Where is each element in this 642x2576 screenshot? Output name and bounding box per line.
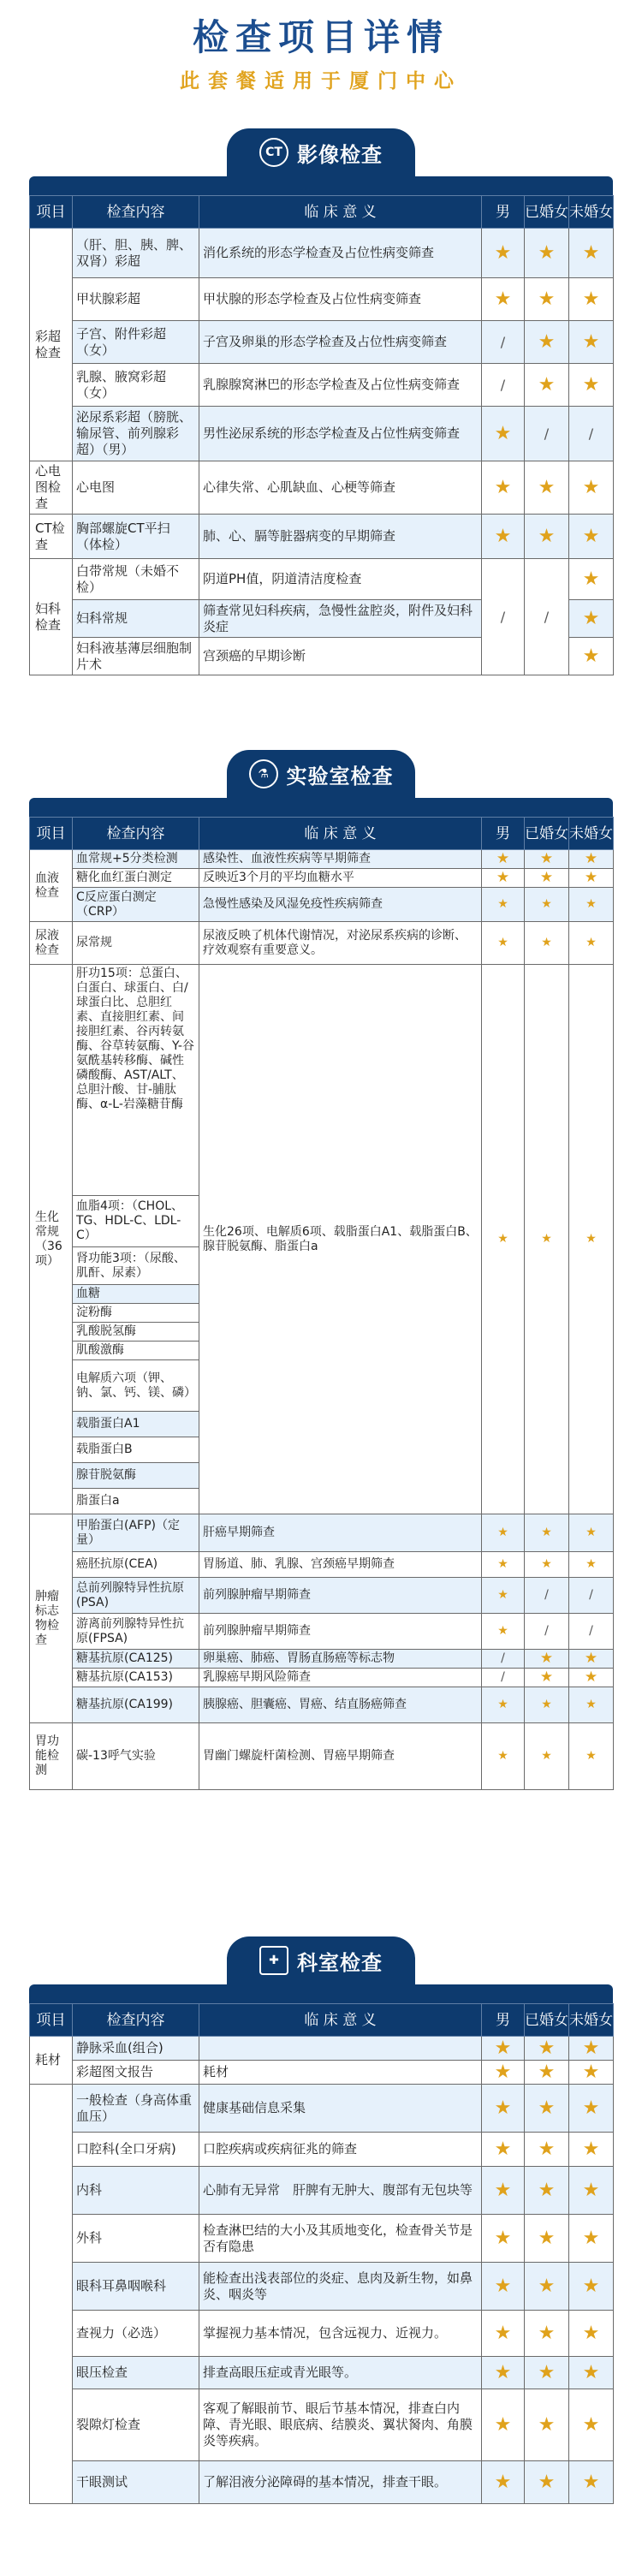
star-icon: ★ bbox=[569, 888, 614, 922]
col-meaning: 临 床 意 义 bbox=[199, 818, 482, 850]
desc-cell: 感染性、血液性疾病等早期筛查 bbox=[199, 850, 482, 869]
slash-icon: / bbox=[525, 1614, 569, 1650]
table-row bbox=[30, 2263, 614, 2311]
desc-cell: 胃幽门螺旋杆菌检测、胃癌早期筛查 bbox=[199, 1723, 482, 1790]
item-cell: 癌胚抗原(CEA) bbox=[73, 1552, 199, 1578]
item-cell: 妇科液基薄层细胞制片术 bbox=[73, 638, 199, 675]
star-icon: ★ bbox=[525, 2311, 569, 2357]
section-lab bbox=[29, 750, 613, 1790]
star-icon: ★ bbox=[482, 2263, 525, 2311]
col-married: 已婚女 bbox=[525, 818, 569, 850]
star-icon: ★ bbox=[482, 1687, 525, 1723]
desc-cell: 客观了解眼前节、眼后节基本情况，排查白内障、青光眼、眼底病、结膜炎、翼状胬肉、角膜炎等疾病。 bbox=[199, 2389, 482, 2461]
star-icon: ★ bbox=[482, 2133, 525, 2167]
category-cell: 妇科检查 bbox=[30, 559, 73, 675]
section-bar bbox=[29, 798, 613, 817]
star-icon: ★ bbox=[569, 1552, 614, 1578]
star-icon: ★ bbox=[569, 364, 614, 407]
desc-cell: 筛查常见妇科疾病，急慢性盆腔炎，附件及妇科炎症 bbox=[199, 600, 482, 638]
category-cell: 血液检查 bbox=[30, 850, 73, 922]
star-icon: ★ bbox=[569, 515, 614, 559]
star-icon: ★ bbox=[525, 2133, 569, 2167]
item-cell: 心电图 bbox=[73, 461, 199, 515]
desc-cell: 了解泪液分泌障碍的基本情况，排查干眼。 bbox=[199, 2461, 482, 2504]
desc-cell: 乳腺腺窝淋巴的形态学检查及占位性病变筛查 bbox=[199, 364, 482, 407]
medical-kit-icon: ✚ bbox=[259, 1946, 288, 1975]
table-row bbox=[30, 2215, 614, 2263]
table-row bbox=[30, 321, 614, 364]
star-icon: ★ bbox=[525, 2061, 569, 2085]
item-cell: 干眼测试 bbox=[73, 2461, 199, 2504]
item-cell: 静脉采血(组合) bbox=[73, 2037, 199, 2061]
item-cell: 血常规+5分类检测 bbox=[73, 850, 199, 869]
table-row bbox=[30, 2311, 614, 2357]
star-icon: ★ bbox=[525, 2085, 569, 2133]
item-cell: 内科 bbox=[73, 2167, 199, 2215]
page-title: 检查项目详情 bbox=[192, 16, 449, 58]
star-icon: ★ bbox=[482, 515, 525, 559]
category-cell: 尿液检查 bbox=[30, 922, 73, 965]
category-cell: 耗材 bbox=[30, 2037, 73, 2085]
star-icon: ★ bbox=[569, 461, 614, 515]
desc-cell: 子宫及卵巢的形态学检查及占位性病变筛查 bbox=[199, 321, 482, 364]
star-icon: ★ bbox=[569, 278, 614, 321]
star-icon: ★ bbox=[569, 2461, 614, 2504]
page-header bbox=[0, 0, 642, 96]
table-row bbox=[30, 1578, 614, 1614]
item-cell: 眼压检查 bbox=[73, 2357, 199, 2389]
category-cell: 生化常规（36项） bbox=[30, 965, 73, 1514]
star-icon: ★ bbox=[525, 2037, 569, 2061]
item-cell: 糖基抗原(CA199) bbox=[73, 1687, 199, 1723]
category-cell: 彩超检查 bbox=[30, 229, 73, 461]
table-row bbox=[30, 869, 614, 888]
item-cell: 糖基抗原(CA153) bbox=[73, 1669, 199, 1687]
col-content: 检查内容 bbox=[73, 818, 199, 850]
category-cell: 肿瘤标志物检查 bbox=[30, 1514, 73, 1723]
star-icon: ★ bbox=[569, 2167, 614, 2215]
slash-icon: / bbox=[569, 407, 614, 461]
slash-icon: / bbox=[482, 364, 525, 407]
item-cell: 妇科常规 bbox=[73, 600, 199, 638]
star-icon: ★ bbox=[482, 2061, 525, 2085]
desc-cell: 能检查出浅表部位的炎症、息肉及新生物，如鼻炎、咽炎等 bbox=[199, 2263, 482, 2311]
col-project: 项目 bbox=[30, 818, 73, 850]
slash-icon: / bbox=[569, 1578, 614, 1614]
desc-cell: 掌握视力基本情况，包含远视力、近视力。 bbox=[199, 2311, 482, 2357]
desc-cell: 检查淋巴结的大小及其质地变化，检查骨关节是否有隐患 bbox=[199, 2215, 482, 2263]
item-cell: （肝、胆、胰、脾、双肾）彩超 bbox=[73, 229, 199, 278]
star-icon: ★ bbox=[525, 2461, 569, 2504]
star-icon: ★ bbox=[525, 965, 569, 1514]
item-cell: 脂蛋白a bbox=[73, 1489, 199, 1514]
col-male: 男 bbox=[482, 818, 525, 850]
category-cell: CT检查 bbox=[30, 515, 73, 559]
table-row bbox=[30, 922, 614, 965]
desc-cell: 胰腺癌、胆囊癌、胃癌、结直肠癌筛查 bbox=[199, 1687, 482, 1723]
desc-cell: 前列腺肿瘤早期筛查 bbox=[199, 1614, 482, 1650]
star-icon: ★ bbox=[482, 2215, 525, 2263]
desc-cell: 阴道PH值，阴道清洁度检查 bbox=[199, 559, 482, 600]
star-icon: ★ bbox=[569, 2357, 614, 2389]
slash-icon: / bbox=[482, 321, 525, 364]
desc-cell: 排查高眼压症或青光眼等。 bbox=[199, 2357, 482, 2389]
star-icon: ★ bbox=[525, 461, 569, 515]
col-unmarried: 未婚女 bbox=[569, 196, 614, 229]
section-title: 科室检查 bbox=[297, 1950, 383, 1975]
star-icon: ★ bbox=[525, 869, 569, 888]
star-icon: ★ bbox=[569, 922, 614, 965]
slash-icon: / bbox=[525, 1578, 569, 1614]
star-icon: ★ bbox=[482, 2085, 525, 2133]
col-project: 项目 bbox=[30, 2004, 73, 2037]
desc-cell: 男性泌尿系统的形态学检查及占位性病变筛查 bbox=[199, 407, 482, 461]
star-icon: ★ bbox=[525, 1514, 569, 1552]
item-cell: 淀粉酶 bbox=[73, 1304, 199, 1323]
table-row bbox=[30, 2167, 614, 2215]
section-bar bbox=[29, 176, 613, 195]
star-icon: ★ bbox=[525, 2215, 569, 2263]
item-cell: 血脂4项：（CHOL、TG、HDL-C、LDL-C） bbox=[73, 1196, 199, 1247]
star-icon: ★ bbox=[569, 559, 614, 600]
table-row bbox=[30, 515, 614, 559]
table-row bbox=[30, 559, 614, 600]
col-married: 已婚女 bbox=[525, 2004, 569, 2037]
item-cell: 胸部螺旋CT平扫（体检） bbox=[73, 515, 199, 559]
star-icon: ★ bbox=[525, 2389, 569, 2461]
col-male: 男 bbox=[482, 2004, 525, 2037]
star-icon: ★ bbox=[569, 1687, 614, 1723]
star-icon: ★ bbox=[569, 229, 614, 278]
item-cell: 泌尿系彩超（膀胱、输尿管、前列腺彩超）（男） bbox=[73, 407, 199, 461]
desc-cell: 心律失常、心肌缺血、心梗等筛查 bbox=[199, 461, 482, 515]
col-unmarried: 未婚女 bbox=[569, 818, 614, 850]
col-unmarried: 未婚女 bbox=[569, 2004, 614, 2037]
item-cell: 碳-13呼气实验 bbox=[73, 1723, 199, 1790]
item-cell: 肌酸激酶 bbox=[73, 1342, 199, 1360]
star-icon: ★ bbox=[569, 321, 614, 364]
microscope-icon: ⚗ bbox=[249, 759, 278, 788]
item-cell: 一般检查（身高体重血压） bbox=[73, 2085, 199, 2133]
desc-cell: 口腔疾病或疾病征兆的筛查 bbox=[199, 2133, 482, 2167]
table-row bbox=[30, 461, 614, 515]
table-row bbox=[30, 1723, 614, 1790]
lab-table bbox=[29, 817, 614, 1790]
section-imaging bbox=[29, 128, 613, 675]
desc-cell: 甲状腺的形态学检查及占位性病变筛查 bbox=[199, 278, 482, 321]
table-row bbox=[30, 364, 614, 407]
item-cell: 裂隙灯检查 bbox=[73, 2389, 199, 2461]
table-row bbox=[30, 888, 614, 922]
star-icon: ★ bbox=[482, 2311, 525, 2357]
item-cell: 血糖 bbox=[73, 1285, 199, 1304]
star-icon: ★ bbox=[569, 2389, 614, 2461]
col-married: 已婚女 bbox=[525, 196, 569, 229]
star-icon: ★ bbox=[482, 965, 525, 1514]
item-cell: 腺苷脱氨酶 bbox=[73, 1463, 199, 1489]
section-bar bbox=[29, 1984, 613, 2003]
star-icon: ★ bbox=[525, 850, 569, 869]
table-row bbox=[30, 2085, 614, 2133]
item-cell: 查视力（必选） bbox=[73, 2311, 199, 2357]
item-cell: 外科 bbox=[73, 2215, 199, 2263]
desc-cell: 乳腺癌早期风险筛查 bbox=[199, 1669, 482, 1687]
table-row bbox=[30, 407, 614, 461]
desc-cell bbox=[199, 2037, 482, 2061]
slash-icon: / bbox=[569, 1614, 614, 1650]
item-cell: 乳酸脱氢酶 bbox=[73, 1323, 199, 1342]
star-icon: ★ bbox=[525, 2167, 569, 2215]
table-row bbox=[30, 229, 614, 278]
col-content: 检查内容 bbox=[73, 196, 199, 229]
table-row bbox=[30, 2061, 614, 2085]
slash-icon: / bbox=[525, 559, 569, 675]
star-icon: ★ bbox=[482, 1614, 525, 1650]
table-row bbox=[30, 1669, 614, 1687]
star-icon: ★ bbox=[569, 2311, 614, 2357]
ct-icon: CT bbox=[259, 138, 288, 167]
item-cell: 载脂蛋白B bbox=[73, 1437, 199, 1463]
desc-cell: 急慢性感染及风湿免疫性疾病筛查 bbox=[199, 888, 482, 922]
section-tab bbox=[227, 750, 415, 798]
star-icon: ★ bbox=[569, 1723, 614, 1790]
item-cell: 口腔科(全口牙病) bbox=[73, 2133, 199, 2167]
star-icon: ★ bbox=[569, 600, 614, 638]
star-icon: ★ bbox=[525, 1650, 569, 1669]
star-icon: ★ bbox=[525, 321, 569, 364]
desc-cell: 宫颈癌的早期诊断 bbox=[199, 638, 482, 675]
page-subtitle: 此套餐适用于厦门中心 bbox=[180, 70, 462, 92]
star-icon: ★ bbox=[569, 638, 614, 675]
star-icon: ★ bbox=[482, 2389, 525, 2461]
star-icon: ★ bbox=[525, 1723, 569, 1790]
star-icon: ★ bbox=[569, 2037, 614, 2061]
star-icon: ★ bbox=[482, 850, 525, 869]
table-row bbox=[30, 1687, 614, 1723]
star-icon: ★ bbox=[482, 461, 525, 515]
star-icon: ★ bbox=[482, 1514, 525, 1552]
star-icon: ★ bbox=[482, 2357, 525, 2389]
star-icon: ★ bbox=[569, 965, 614, 1514]
desc-cell: 肝癌早期筛查 bbox=[199, 1514, 482, 1552]
star-icon: ★ bbox=[482, 888, 525, 922]
star-icon: ★ bbox=[525, 1687, 569, 1723]
star-icon: ★ bbox=[569, 2215, 614, 2263]
table-row bbox=[30, 1650, 614, 1669]
item-cell: 眼科耳鼻咽喉科 bbox=[73, 2263, 199, 2311]
col-meaning: 临 床 意 义 bbox=[199, 2004, 482, 2037]
table-row bbox=[30, 850, 614, 869]
col-project: 项目 bbox=[30, 196, 73, 229]
item-cell: 肾功能3项：（尿酸、肌酐、尿素） bbox=[73, 1247, 199, 1285]
table-row bbox=[30, 1514, 614, 1552]
desc-cell: 耗材 bbox=[199, 2061, 482, 2085]
star-icon: ★ bbox=[569, 850, 614, 869]
star-icon: ★ bbox=[482, 2167, 525, 2215]
desc-cell: 肺、心、膈等脏器病变的早期筛查 bbox=[199, 515, 482, 559]
star-icon: ★ bbox=[525, 278, 569, 321]
star-icon: ★ bbox=[525, 888, 569, 922]
star-icon: ★ bbox=[569, 2133, 614, 2167]
star-icon: ★ bbox=[482, 407, 525, 461]
section-department bbox=[29, 1936, 613, 2504]
item-cell: 乳腺、腋窝彩超（女） bbox=[73, 364, 199, 407]
item-cell: 子宫、附件彩超（女） bbox=[73, 321, 199, 364]
desc-cell: 卵巢癌、肺癌、胃肠直肠癌等标志物 bbox=[199, 1650, 482, 1669]
star-icon: ★ bbox=[525, 229, 569, 278]
desc-cell: 消化系统的形态学检查及占位性病变筛查 bbox=[199, 229, 482, 278]
item-cell: 白带常规（未婚不检） bbox=[73, 559, 199, 600]
desc-cell: 尿液反映了机体代谢情况，对泌尿系疾病的诊断、疗效观察有重要意义。 bbox=[199, 922, 482, 965]
item-cell: 尿常规 bbox=[73, 922, 199, 965]
table-row bbox=[30, 2461, 614, 2504]
item-cell: 糖基抗原(CA125) bbox=[73, 1650, 199, 1669]
col-content: 检查内容 bbox=[73, 2004, 199, 2037]
section-tab bbox=[227, 1936, 415, 1984]
star-icon: ★ bbox=[569, 1669, 614, 1687]
star-icon: ★ bbox=[569, 869, 614, 888]
star-icon: ★ bbox=[482, 2037, 525, 2061]
star-icon: ★ bbox=[482, 869, 525, 888]
table-row bbox=[30, 2389, 614, 2461]
slash-icon: / bbox=[482, 1650, 525, 1669]
item-cell: 甲状腺彩超 bbox=[73, 278, 199, 321]
star-icon: ★ bbox=[482, 278, 525, 321]
star-icon: ★ bbox=[482, 1578, 525, 1614]
section-title: 实验室检查 bbox=[286, 764, 394, 788]
star-icon: ★ bbox=[525, 515, 569, 559]
star-icon: ★ bbox=[525, 1669, 569, 1687]
imaging-table bbox=[29, 195, 614, 675]
star-icon: ★ bbox=[569, 1650, 614, 1669]
item-cell: 载脂蛋白A1 bbox=[73, 1412, 199, 1437]
slash-icon: / bbox=[525, 407, 569, 461]
item-cell: 肝功15项：总蛋白、白蛋白、球蛋白、白/球蛋白比、总胆红素、直接胆红素、间接胆红素、谷丙转氨酶、谷草转氨酶、Y-谷氨酰基转移酶、碱性磷酸酶、AST/ALT、总胆汁酸、甘-脯肽酶、α-L-岩藻糖苷酶 bbox=[73, 965, 199, 1196]
desc-cell: 反映近3个月的平均血糖水平 bbox=[199, 869, 482, 888]
slash-icon: / bbox=[482, 1669, 525, 1687]
star-icon: ★ bbox=[525, 2357, 569, 2389]
star-icon: ★ bbox=[525, 364, 569, 407]
star-icon: ★ bbox=[482, 1723, 525, 1790]
desc-cell: 胃肠道、肺、乳腺、宫颈癌早期筛查 bbox=[199, 1552, 482, 1578]
table-row bbox=[30, 278, 614, 321]
item-cell: 彩超图文报告 bbox=[73, 2061, 199, 2085]
item-cell: 游离前列腺特异性抗原(FPSA) bbox=[73, 1614, 199, 1650]
table-row bbox=[30, 2037, 614, 2061]
section-tab bbox=[227, 128, 415, 176]
col-male: 男 bbox=[482, 196, 525, 229]
table-row bbox=[30, 965, 614, 1196]
item-cell: 总前列腺特异性抗原(PSA) bbox=[73, 1578, 199, 1614]
item-cell: 糖化血红蛋白测定 bbox=[73, 869, 199, 888]
star-icon: ★ bbox=[569, 2085, 614, 2133]
star-icon: ★ bbox=[482, 229, 525, 278]
table-row bbox=[30, 2357, 614, 2389]
table-row bbox=[30, 1552, 614, 1578]
desc-cell: 健康基础信息采集 bbox=[199, 2085, 482, 2133]
star-icon: ★ bbox=[525, 922, 569, 965]
category-cell bbox=[30, 2085, 73, 2504]
desc-cell: 前列腺肿瘤早期筛查 bbox=[199, 1578, 482, 1614]
star-icon: ★ bbox=[525, 2263, 569, 2311]
department-table bbox=[29, 2003, 614, 2504]
category-cell: 心电图检查 bbox=[30, 461, 73, 515]
table-row bbox=[30, 2133, 614, 2167]
star-icon: ★ bbox=[569, 2263, 614, 2311]
desc-cell: 心肺有无异常 肝脾有无肿大、腹部有无包块等 bbox=[199, 2167, 482, 2215]
star-icon: ★ bbox=[569, 2061, 614, 2085]
desc-cell: 生化26项、电解质6项、载脂蛋白A1、载脂蛋白B、腺苷脱氨酶、脂蛋白a bbox=[199, 965, 482, 1514]
star-icon: ★ bbox=[482, 1552, 525, 1578]
star-icon: ★ bbox=[525, 1552, 569, 1578]
star-icon: ★ bbox=[569, 1514, 614, 1552]
slash-icon: / bbox=[482, 559, 525, 675]
item-cell: 甲胎蛋白(AFP)（定量） bbox=[73, 1514, 199, 1552]
col-meaning: 临 床 意 义 bbox=[199, 196, 482, 229]
section-title: 影像检查 bbox=[297, 142, 383, 167]
star-icon: ★ bbox=[482, 922, 525, 965]
star-icon: ★ bbox=[482, 2461, 525, 2504]
table-row bbox=[30, 1614, 614, 1650]
category-cell: 胃功能检测 bbox=[30, 1723, 73, 1790]
item-cell: 电解质六项（钾、钠、氯、钙、镁、磷） bbox=[73, 1360, 199, 1412]
item-cell: C反应蛋白测定（CRP） bbox=[73, 888, 199, 922]
